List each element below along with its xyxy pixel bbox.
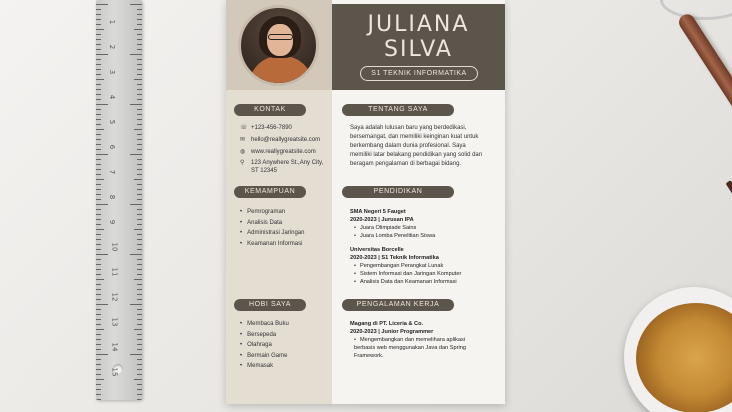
ruler-tick bbox=[96, 149, 101, 150]
ruler-tick bbox=[137, 309, 142, 310]
ruler-tick bbox=[96, 104, 108, 105]
ruler-tick bbox=[96, 294, 101, 295]
ruler-tick bbox=[96, 324, 101, 325]
experience bbox=[350, 320, 490, 360]
ruler-tick bbox=[96, 94, 101, 95]
ruler-tick bbox=[134, 129, 142, 130]
resume-subtitle: S1 TEKNIK INFORMATIKA bbox=[360, 66, 478, 81]
ruler-tick bbox=[137, 209, 142, 210]
ruler-tick bbox=[137, 349, 142, 350]
photo-face bbox=[267, 24, 293, 56]
name-line-2: SILVA bbox=[384, 37, 453, 62]
contact-address-text bbox=[251, 159, 323, 175]
ruler-tick bbox=[96, 114, 101, 115]
contact-phone-text: +123-456-7890 bbox=[251, 125, 292, 131]
ruler-tick bbox=[96, 204, 108, 205]
ruler-tick bbox=[96, 179, 104, 180]
ruler-tick bbox=[96, 219, 101, 220]
ruler-tick bbox=[96, 169, 101, 170]
experience-period: 2020-2023 | Junior Programmer bbox=[350, 329, 434, 335]
contact-address bbox=[240, 159, 323, 175]
ruler-tick bbox=[137, 359, 142, 360]
experience-company: Magang di PT. Liceria & Co. bbox=[350, 321, 424, 327]
ruler-tick bbox=[134, 229, 142, 230]
ruler-tick bbox=[137, 49, 142, 50]
ruler-tick bbox=[137, 119, 142, 120]
address-line-2: ST 12345 bbox=[251, 168, 277, 174]
ruler-tick bbox=[96, 119, 101, 120]
education-items bbox=[354, 224, 490, 240]
ruler-tick bbox=[96, 34, 101, 35]
ruler-number: 8 bbox=[108, 194, 117, 200]
ruler-tick bbox=[96, 369, 101, 370]
section-pengalaman: PENGALAMAN KERJA bbox=[342, 299, 454, 311]
ruler-tick bbox=[96, 349, 101, 350]
list-item: • Administrasi Jaringan bbox=[240, 228, 304, 239]
ruler-tick bbox=[137, 139, 142, 140]
ruler-tick bbox=[137, 149, 142, 150]
ruler-tick bbox=[137, 284, 142, 285]
ruler-tick bbox=[96, 54, 108, 55]
ruler-tick bbox=[137, 9, 142, 10]
globe-icon: ◍ bbox=[240, 149, 246, 155]
ruler-tick bbox=[137, 264, 142, 265]
location-pin-icon: ⚲ bbox=[240, 160, 245, 166]
ruler-tick bbox=[96, 199, 101, 200]
ruler-tick bbox=[137, 144, 142, 145]
ruler-tick bbox=[96, 99, 101, 100]
name-header bbox=[332, 4, 505, 90]
education-2 bbox=[350, 246, 490, 286]
contact-email bbox=[240, 136, 320, 144]
ruler-tick bbox=[137, 14, 142, 15]
ruler-tick bbox=[96, 379, 104, 380]
ruler-tick bbox=[137, 24, 142, 25]
ruler-number: 3 bbox=[108, 69, 117, 75]
ruler-tick bbox=[137, 239, 142, 240]
ruler-tick bbox=[96, 384, 101, 385]
ruler-tick bbox=[96, 394, 101, 395]
list-item: • Keamanan Informasi bbox=[240, 239, 304, 250]
ruler-tick bbox=[137, 249, 142, 250]
ruler-tick bbox=[96, 274, 101, 275]
ruler-tick bbox=[130, 4, 142, 5]
ruler-tick bbox=[96, 244, 101, 245]
ruler-tick bbox=[137, 44, 142, 45]
ruler-tick bbox=[130, 304, 142, 305]
ruler-tick bbox=[137, 364, 142, 365]
ruler-tick bbox=[137, 299, 142, 300]
education-school: Universitas Borcelle bbox=[350, 247, 404, 253]
ruler-tick bbox=[96, 254, 108, 255]
ruler-tick bbox=[137, 234, 142, 235]
ruler-number: 10 bbox=[110, 242, 119, 252]
ruler-tick bbox=[130, 154, 142, 155]
ruler-tick bbox=[96, 214, 101, 215]
ruler-number: 12 bbox=[110, 292, 119, 302]
list-item: • Mengembangkan dan memelihara aplikasi berbasis web menggunakan Java dan Spring Framework. bbox=[354, 336, 482, 360]
list-item: • Juara Lomba Penelitian Siswa bbox=[354, 232, 490, 240]
contact-email-text: hello@reallygreatsite.com bbox=[251, 137, 321, 143]
ruler-tick bbox=[137, 19, 142, 20]
ruler-tick bbox=[96, 159, 101, 160]
section-pendidikan: PENDIDIKAN bbox=[342, 186, 454, 198]
ruler-tick bbox=[134, 29, 142, 30]
ruler-tick bbox=[96, 124, 101, 125]
ruler-tick bbox=[96, 164, 101, 165]
ruler-tick bbox=[137, 184, 142, 185]
ruler-tick bbox=[137, 314, 142, 315]
ruler-tick bbox=[96, 84, 101, 85]
ruler-tick bbox=[96, 329, 104, 330]
ruler-number: 13 bbox=[110, 317, 119, 327]
ruler-tick bbox=[96, 234, 101, 235]
ruler-tick bbox=[137, 259, 142, 260]
ruler-tick bbox=[137, 219, 142, 220]
ruler-tick bbox=[96, 264, 101, 265]
ruler-tick bbox=[137, 159, 142, 160]
ruler-number: 15 bbox=[110, 367, 119, 377]
ruler-tick bbox=[137, 174, 142, 175]
ruler-number: 7 bbox=[108, 169, 117, 175]
ruler-tick bbox=[96, 389, 101, 390]
ruler-tick bbox=[137, 164, 142, 165]
ruler-tick bbox=[96, 129, 104, 130]
ruler-tick bbox=[96, 154, 108, 155]
resume-name bbox=[332, 12, 505, 62]
ruler-tick bbox=[137, 34, 142, 35]
ruler-tick bbox=[96, 374, 101, 375]
ruler-tick bbox=[137, 94, 142, 95]
name-line-1: JULIANA bbox=[367, 12, 470, 37]
ruler-tick bbox=[96, 364, 101, 365]
list-item: • Bersepeda bbox=[240, 330, 289, 341]
ruler-number: 5 bbox=[108, 119, 117, 125]
list-item: • Membaca Buku bbox=[240, 319, 289, 330]
ruler-tick bbox=[96, 19, 101, 20]
ruler-tick bbox=[96, 109, 101, 110]
ruler-tick bbox=[96, 29, 104, 30]
ruler-tick bbox=[137, 274, 142, 275]
ruler-tick bbox=[96, 284, 101, 285]
ruler-tick bbox=[96, 339, 101, 340]
ruler bbox=[96, 0, 142, 400]
ruler-tick bbox=[137, 324, 142, 325]
ruler-tick bbox=[137, 319, 142, 320]
ruler-tick bbox=[137, 224, 142, 225]
ruler-tick bbox=[96, 59, 101, 60]
ruler-tick bbox=[96, 24, 101, 25]
ruler-tick bbox=[96, 139, 101, 140]
ruler-tick bbox=[96, 89, 101, 90]
hobbies-list bbox=[240, 319, 289, 372]
list-item: • Sistem Informasi dan Jaringan Komputer bbox=[354, 270, 490, 278]
education-period: 2020-2023 | S1 Teknik Informatika bbox=[350, 255, 439, 261]
ruler-tick bbox=[137, 84, 142, 85]
ruler-tick bbox=[137, 374, 142, 375]
ruler-tick bbox=[137, 289, 142, 290]
ruler-tick bbox=[137, 194, 142, 195]
ruler-number: 11 bbox=[110, 267, 119, 277]
ruler-tick bbox=[96, 304, 108, 305]
ruler-tick bbox=[96, 134, 101, 135]
ruler-tick bbox=[96, 314, 101, 315]
contact-phone bbox=[240, 124, 292, 132]
ruler-tick bbox=[96, 64, 101, 65]
about-text: Saya adalah lulusan baru yang berdedikasi, bersemangat, dan memiliki keinginan kuat untuk berkembang dalam dunia profesional. Saya memiliki latar belakang pendidikan yang solid dan beragam pengalaman di berbagai bidang. bbox=[350, 125, 483, 167]
ruler-tick bbox=[96, 229, 104, 230]
ruler-tick bbox=[137, 99, 142, 100]
education-school: SMA Negeri 5 Fauget bbox=[350, 209, 406, 215]
ruler-tick bbox=[96, 209, 101, 210]
ruler-tick bbox=[137, 124, 142, 125]
ruler-number: 6 bbox=[108, 144, 117, 150]
contact-website-text: www.reallygreatsite.com bbox=[251, 149, 316, 155]
ruler-tick bbox=[137, 269, 142, 270]
ruler-number: 9 bbox=[108, 219, 117, 225]
ruler-tick bbox=[96, 189, 101, 190]
education-period: 2020-2023 | Jurusan IPA bbox=[350, 217, 414, 223]
ruler-tick bbox=[96, 174, 101, 175]
ruler-tick bbox=[130, 254, 142, 255]
list-item: • Pengembangan Perangkat Lunak bbox=[354, 262, 490, 270]
list-item: • Memasak bbox=[240, 361, 289, 372]
ruler-tick bbox=[96, 4, 108, 5]
ruler-tick bbox=[96, 399, 101, 400]
ruler-tick bbox=[130, 54, 142, 55]
ruler-tick bbox=[96, 44, 101, 45]
address-line-1: 123 Anywhere St.,Any City, bbox=[251, 160, 324, 166]
ruler-tick bbox=[137, 114, 142, 115]
ruler-tick bbox=[137, 244, 142, 245]
photo-body bbox=[249, 56, 313, 86]
ruler-tick bbox=[96, 239, 101, 240]
ruler-tick bbox=[130, 104, 142, 105]
ruler-tick bbox=[134, 179, 142, 180]
ruler-tick bbox=[96, 14, 101, 15]
ruler-number: 14 bbox=[110, 342, 119, 352]
section-tentang: TENTANG SAYA bbox=[342, 104, 454, 116]
ruler-tick bbox=[96, 184, 101, 185]
ruler-tick bbox=[96, 194, 101, 195]
ruler-tick bbox=[137, 339, 142, 340]
ruler-tick bbox=[137, 134, 142, 135]
ruler-tick bbox=[137, 169, 142, 170]
ruler-tick bbox=[134, 329, 142, 330]
list-item: • Olahraga bbox=[240, 340, 289, 351]
ruler-tick bbox=[137, 64, 142, 65]
phone-icon: ☏ bbox=[240, 125, 248, 131]
ruler-tick bbox=[96, 319, 101, 320]
ruler-tick bbox=[137, 74, 142, 75]
ruler-tick bbox=[134, 79, 142, 80]
ruler-tick bbox=[96, 289, 101, 290]
ruler-number: 1 bbox=[108, 19, 117, 25]
ruler-tick bbox=[137, 59, 142, 60]
ruler-tick bbox=[130, 354, 142, 355]
list-item: • Analisis Data dan Keamanan Informasi bbox=[354, 278, 490, 286]
ruler-tick bbox=[137, 389, 142, 390]
profile-photo bbox=[238, 5, 319, 86]
skills-list bbox=[240, 207, 304, 249]
ruler-tick bbox=[137, 334, 142, 335]
list-item: • Pemrograman bbox=[240, 207, 304, 218]
ruler-tick bbox=[137, 394, 142, 395]
ruler-tick bbox=[137, 344, 142, 345]
section-hobi: HOBI SAYA bbox=[234, 299, 306, 311]
ruler-tick bbox=[137, 384, 142, 385]
education-1 bbox=[350, 208, 490, 240]
ruler-tick bbox=[137, 399, 142, 400]
ruler-tick bbox=[96, 269, 101, 270]
ruler-tick bbox=[96, 74, 101, 75]
ruler-tick bbox=[96, 69, 101, 70]
section-kemampuan: KEMAMPUAN bbox=[234, 186, 306, 198]
ruler-tick bbox=[137, 69, 142, 70]
ruler-tick bbox=[96, 334, 101, 335]
ruler-tick bbox=[96, 359, 101, 360]
contact-website bbox=[240, 148, 316, 156]
ruler-tick bbox=[96, 79, 104, 80]
resume-paper bbox=[226, 0, 505, 404]
ruler-tick bbox=[96, 299, 101, 300]
ruler-tick bbox=[96, 354, 108, 355]
ruler-tick bbox=[96, 259, 101, 260]
ruler-tick bbox=[137, 189, 142, 190]
ruler-tick bbox=[130, 204, 142, 205]
ruler-tick bbox=[96, 39, 101, 40]
ruler-number: 2 bbox=[108, 44, 117, 50]
list-item: • Analisis Data bbox=[240, 218, 304, 229]
list-item: • Juara Olimpiade Sains bbox=[354, 224, 490, 232]
ruler-tick bbox=[137, 294, 142, 295]
email-icon: ✉ bbox=[240, 137, 246, 143]
ruler-tick bbox=[96, 344, 101, 345]
ruler-tick bbox=[96, 249, 101, 250]
ruler-tick bbox=[137, 109, 142, 110]
ruler-tick bbox=[96, 224, 101, 225]
ruler-tick bbox=[137, 199, 142, 200]
ruler-tick bbox=[96, 309, 101, 310]
ruler-tick bbox=[137, 214, 142, 215]
photo-glasses bbox=[268, 34, 293, 40]
experience-items bbox=[354, 336, 490, 360]
ruler-tick bbox=[137, 39, 142, 40]
ruler-number: 4 bbox=[108, 94, 117, 100]
education-items bbox=[354, 262, 490, 286]
list-item: • Bermain Game bbox=[240, 351, 289, 362]
ruler-tick bbox=[134, 279, 142, 280]
ruler-tick bbox=[96, 144, 101, 145]
ruler-tick bbox=[134, 379, 142, 380]
section-kontak: KONTAK bbox=[234, 104, 306, 116]
ruler-tick bbox=[96, 49, 101, 50]
ruler-tick bbox=[96, 9, 101, 10]
ruler-tick bbox=[137, 369, 142, 370]
ruler-tick bbox=[96, 279, 104, 280]
ruler-tick bbox=[137, 89, 142, 90]
